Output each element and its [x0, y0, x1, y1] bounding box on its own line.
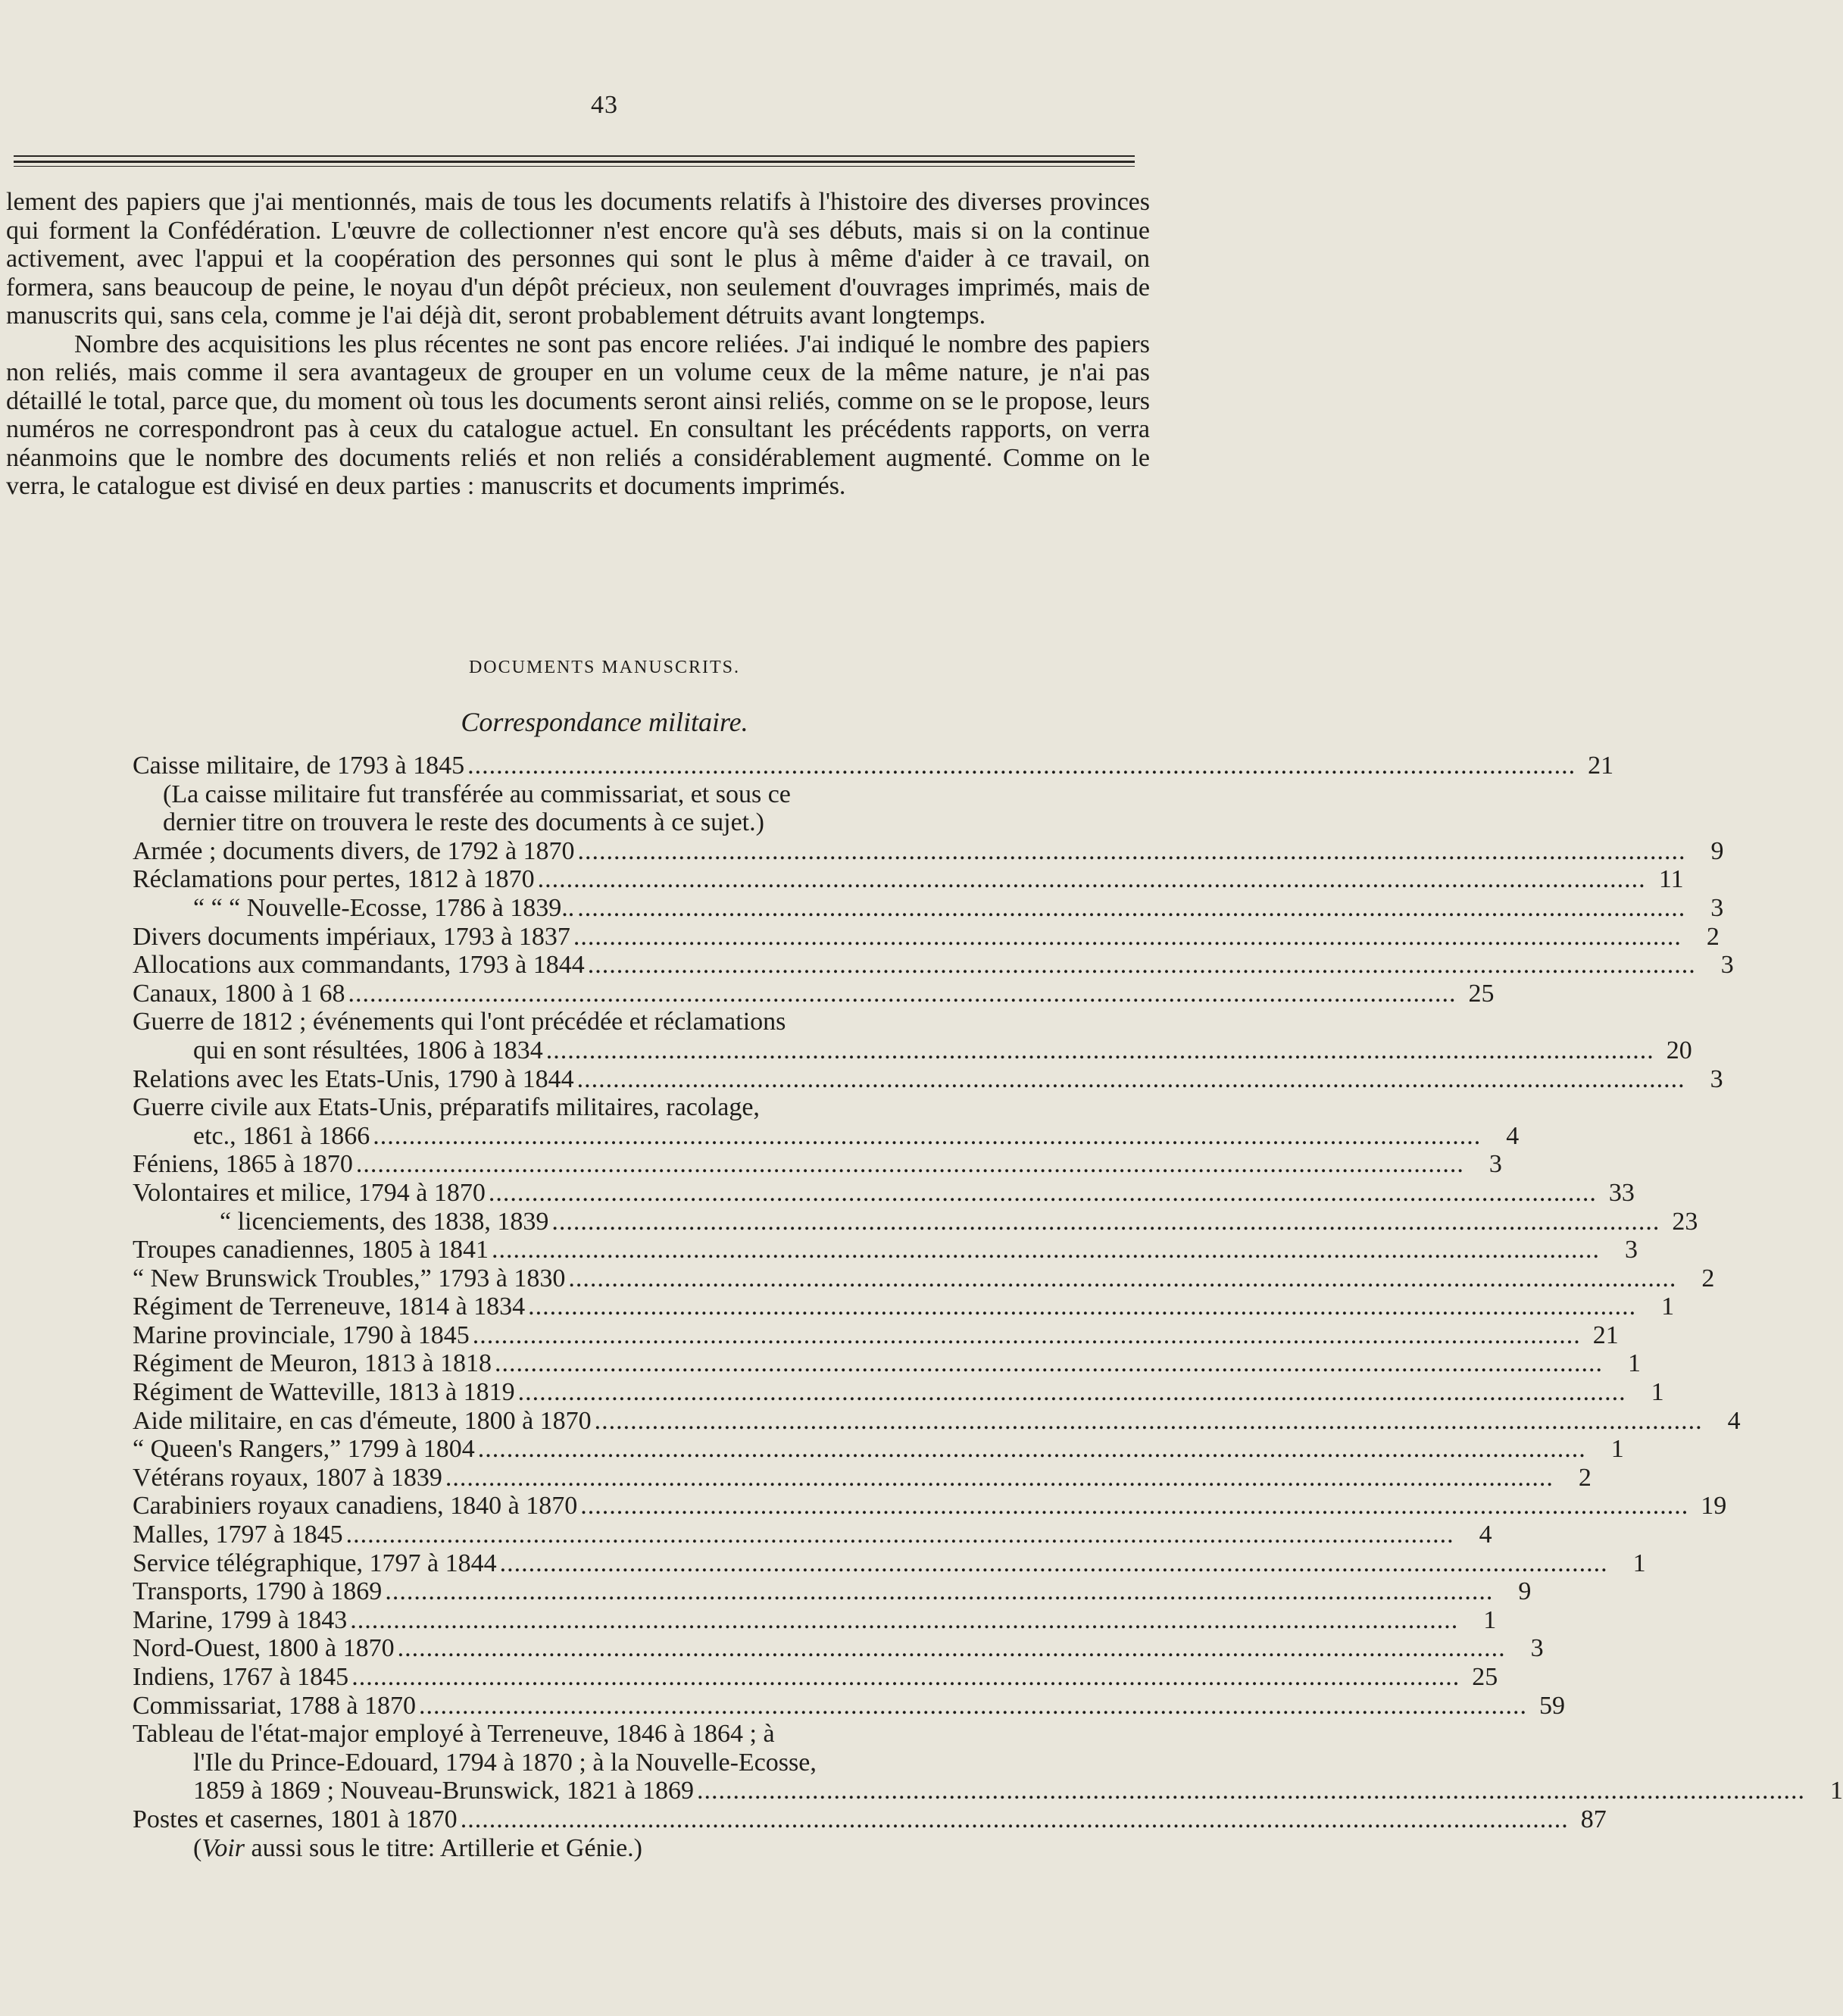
list-item: [133, 1605, 1497, 1635]
list-item: [133, 1634, 1544, 1663]
entry-count: 87: [1580, 1805, 1607, 1833]
list-item: [133, 1321, 1619, 1350]
dot-leader: ..........................................................................................................................................................: [491, 1236, 1600, 1264]
list-item: [133, 1093, 1030, 1122]
entry-label: Carabiniers royaux canadiens, 1840 à 1870: [133, 1492, 578, 1521]
list-item: [133, 1349, 1642, 1378]
list-item: [133, 1521, 1492, 1549]
entry-label: Nord-Ouest, 1800 à 1870: [133, 1634, 395, 1663]
entry-count: 59: [1538, 1691, 1565, 1720]
header-rule: [14, 161, 1135, 163]
list-item: [133, 1720, 1030, 1749]
list-item: [133, 1492, 1727, 1521]
list-item: [133, 1435, 1624, 1464]
entry-count: 9: [1518, 1577, 1532, 1606]
intro-text: [6, 188, 1150, 501]
dot-leader: ..........................................................................................................................................................: [576, 1064, 1685, 1093]
entry-label: Guerre civile aux Etats-Unis, préparatifs militaires, racolage,: [133, 1093, 760, 1122]
entry-count: 3: [1530, 1634, 1544, 1663]
entry-count: 2: [1706, 922, 1720, 951]
entry-count: 19: [1701, 1492, 1727, 1521]
catalogue-list: [133, 752, 1843, 1862]
entry-count: 4: [1479, 1521, 1492, 1549]
dot-leader: ..........................................................................................................................................................: [573, 922, 1682, 951]
list-item: [133, 979, 1495, 1008]
page-number: 43: [591, 91, 618, 119]
entry-count: 33: [1608, 1178, 1635, 1207]
entry-label: Caisse militaire, de 1793 à 1845: [133, 752, 465, 780]
dot-leader: ..........................................................................................................................................................: [517, 1378, 1626, 1407]
dot-leader: ..........................................................................................................................................................: [594, 1406, 1703, 1435]
list-item: [133, 1264, 1715, 1293]
list-item: [133, 1463, 1592, 1492]
list-item: [133, 1008, 1030, 1036]
entry-count: 1: [1830, 1777, 1843, 1805]
header-rule: [14, 155, 1135, 157]
dot-leader: ..........................................................................................................................................................: [580, 1492, 1689, 1521]
entry-label: Canaux, 1800 à 1 68: [133, 979, 345, 1008]
entry-label: Service télégraphique, 1797 à 1844: [133, 1549, 497, 1577]
entry-label: Troupes canadiennes, 1805 à 1841: [133, 1236, 489, 1264]
entry-label: Régiment de Watteville, 1813 à 1819: [133, 1378, 515, 1407]
entry-count: 1: [1483, 1605, 1497, 1634]
list-item: [133, 893, 1724, 923]
list-item: [133, 1577, 1532, 1606]
list-item: [133, 1777, 1843, 1805]
dot-leader: ..........................................................................................................................................................: [373, 1121, 1482, 1150]
dot-leader: ..........................................................................................................................................................: [385, 1577, 1494, 1606]
list-item: [133, 1121, 1520, 1151]
entry-label: Vétérans royaux, 1807 à 1839: [133, 1463, 442, 1492]
entry-label: Volontaires et milice, 1794 à 1870: [133, 1178, 486, 1207]
list-item: [133, 1064, 1723, 1094]
entry-label: “ “ “ Nouvelle-Ecosse, 1786 à 1839..: [193, 893, 575, 922]
dot-leader: ..........................................................................................................................................................: [545, 1036, 1654, 1064]
entry-count: 3: [1624, 1236, 1638, 1264]
entry-label: qui en sont résultées, 1806 à 1834: [193, 1036, 543, 1064]
entry-label: Commissariat, 1788 à 1870: [133, 1691, 416, 1720]
entry-label: Relations avec les Etats-Unis, 1790 à 1844: [133, 1064, 574, 1093]
note-voir: Voir: [201, 1833, 245, 1862]
dot-leader: ..........................................................................................................................................................: [345, 1521, 1454, 1549]
entry-count: 2: [1578, 1463, 1592, 1492]
entry-label: Postes et casernes, 1801 à 1870: [133, 1805, 458, 1833]
entry-count: 9: [1710, 836, 1724, 865]
entry-count: 20: [1666, 1036, 1692, 1064]
dot-leader: ..........................................................................................................................................................: [460, 1805, 1569, 1833]
entry-label: Tableau de l'état-major employé à Terreneuve, 1846 à 1864 ; à: [133, 1720, 775, 1749]
dot-leader: ..........................................................................................................................................................: [477, 1435, 1586, 1464]
dot-leader: ..........................................................................................................................................................: [495, 1349, 1604, 1378]
list-item: [133, 1549, 1646, 1578]
dot-leader: ..........................................................................................................................................................: [418, 1691, 1527, 1720]
list-item: [133, 1178, 1635, 1208]
list-item: [133, 951, 1734, 980]
dot-leader: ..........................................................................................................................................................: [445, 1463, 1554, 1492]
list-item: [133, 1207, 1698, 1236]
entry-label: 1859 à 1869 ; Nouveau-Brunswick, 1821 à 1869: [193, 1777, 695, 1805]
entry-count: 2: [1701, 1264, 1715, 1292]
entry-label: Régiment de Terreneuve, 1814 à 1834: [133, 1292, 526, 1321]
entry-count: 1: [1661, 1292, 1675, 1321]
entry-label: Guerre de 1812 ; événements qui l'ont précédée et réclamations: [133, 1008, 786, 1036]
entry-label: Régiment de Meuron, 1813 à 1818: [133, 1349, 492, 1378]
dot-leader: ..........................................................................................................................................................: [397, 1634, 1506, 1663]
list-item: [133, 1691, 1565, 1721]
header-rule: [14, 166, 1135, 167]
dot-leader: ..........................................................................................................................................................: [537, 865, 1646, 894]
list-item: [133, 1663, 1498, 1692]
entry-label: Transports, 1790 à 1869: [133, 1577, 383, 1606]
entry-count: 21: [1588, 752, 1614, 780]
dot-leader: ..........................................................................................................................................................: [551, 1207, 1660, 1236]
list-item: [133, 1749, 1030, 1777]
entry-label: Indiens, 1767 à 1845: [133, 1663, 349, 1691]
entry-count: 3: [1720, 951, 1734, 980]
dot-leader: ..........................................................................................................................................................: [577, 836, 1686, 865]
list-item: [133, 1036, 1692, 1065]
entry-label: “ New Brunswick Troubles,” 1793 à 1830: [133, 1264, 566, 1292]
entry-label: Marine, 1799 à 1843: [133, 1605, 348, 1634]
dot-leader: ..........................................................................................................................................................: [355, 1150, 1464, 1179]
note-text: aussi sous le titre: Artillerie et Génie.): [245, 1833, 642, 1862]
dot-leader: ..........................................................................................................................................................: [350, 1605, 1459, 1634]
entry-count: 21: [1592, 1321, 1619, 1349]
list-item: [133, 865, 1684, 894]
intro-paragraph-1: lement des papiers que j'ai mentionnés, mais de tous les documents relatifs à l'histoire des diverses provinces qui forment la Confédération. L'œuvre de collectionner n'est encore qu'à ses débuts, mais si on la continue activement, avec l'appui et la coopération des personnes qui sont le plus à même d'aider à ce travail, on formera, sans beaucoup de peine, le noyau d'un dépôt précieux, non seulement d'ouvrages imprimés, mais de manuscrits qui, sans cela, comme je l'ai déjà dit, seront probablement détruits avant longtemps.: [6, 188, 1150, 330]
entry-label: Marine provinciale, 1790 à 1845: [133, 1321, 470, 1349]
entry-count: 4: [1506, 1121, 1520, 1150]
entry-count: 23: [1672, 1207, 1698, 1236]
subsection-title: Correspondance militaire.: [461, 707, 748, 737]
entry-label: Allocations aux commandants, 1793 à 1844: [133, 951, 585, 980]
list-item: [133, 752, 1614, 780]
entry-count: 1: [1632, 1549, 1646, 1577]
cross-reference-note: [133, 1834, 1030, 1863]
entry-count: 4: [1727, 1406, 1741, 1435]
entry-label: etc., 1861 à 1866: [193, 1121, 370, 1150]
dot-leader: ..........................................................................................................................................................: [499, 1549, 1608, 1577]
dot-leader: ..........................................................................................................................................................: [467, 752, 1576, 780]
note-open-paren: (: [193, 1833, 202, 1862]
entry-label: Aide militaire, en cas d'émeute, 1800 à 1870: [133, 1406, 592, 1435]
entry-count: 25: [1472, 1663, 1498, 1691]
entry-label: “ licenciements, des 1838, 1839: [220, 1207, 549, 1236]
dot-leader: ..........................................................................................................................................................: [697, 1777, 1806, 1805]
list-item: [133, 1378, 1664, 1407]
entry-note: (La caisse militaire fut transférée au commissariat, et sous ce: [163, 780, 791, 808]
dot-leader: ..........................................................................................................................................................: [568, 1264, 1677, 1292]
entry-label: Malles, 1797 à 1845: [133, 1521, 343, 1549]
list-item: [133, 836, 1724, 866]
dot-leader: ..........................................................................................................................................................: [351, 1663, 1460, 1691]
dot-leader: ..........................................................................................................................................................: [587, 951, 1696, 980]
entry-count: 3: [1488, 1150, 1502, 1179]
dot-leader: ..........................................................................................................................................................: [488, 1178, 1597, 1207]
list-item: [133, 1805, 1607, 1834]
intro-paragraph-2: Nombre des acquisitions les plus récentes ne sont pas encore reliées. J'ai indiqué le nombre des papiers non reliés, mais comme il sera avantageux de grouper en un volume ceux de la même nature, je n'ai pas détaillé le total, parce que, du moment où tous les documents seront ainsi reliés, comme on se le propose, leurs numéros ne correspondront pas à ceux du catalogue actuel. En consultant les précédents rapports, on verra néanmoins que le nombre des documents reliés et non reliés a considérablement augmenté. Comme on le verra, le catalogue est divisé en deux parties : manuscrits et documents imprimés.: [6, 330, 1150, 500]
entry-count: 25: [1468, 979, 1495, 1008]
entry-count: 3: [1710, 893, 1724, 922]
entry-count: 1: [1610, 1435, 1624, 1464]
list-item: [133, 1406, 1741, 1436]
section-title: DOCUMENTS MANUSCRITS.: [468, 658, 741, 677]
entry-label: l'Ile du Prince-Edouard, 1794 à 1870 ; à la Nouvelle-Ecosse,: [193, 1748, 817, 1777]
list-item: [133, 1292, 1675, 1321]
dot-leader: ..........................................................................................................................................................: [528, 1292, 1637, 1321]
entry-label: Divers documents impériaux, 1793 à 1837: [133, 922, 570, 951]
dot-leader: ..........................................................................................................................................................: [348, 979, 1457, 1008]
entry-count: 11: [1658, 865, 1684, 894]
entry-count: 1: [1628, 1349, 1642, 1378]
list-item: [133, 1150, 1502, 1179]
entry-label: “ Queen's Rangers,” 1799 à 1804: [133, 1435, 475, 1464]
entry-label: Féniens, 1865 à 1870: [133, 1150, 353, 1179]
entry-count: 1: [1651, 1378, 1664, 1407]
dot-leader: ..........................................................................................................................................................: [577, 893, 1686, 922]
entry-count: 3: [1710, 1064, 1723, 1093]
list-item: [133, 1236, 1638, 1264]
dot-leader: ..........................................................................................................................................................: [472, 1321, 1581, 1349]
entry-label: Armée ; documents divers, de 1792 à 1870: [133, 836, 575, 865]
entry-label: Réclamations pour pertes, 1812 à 1870: [133, 865, 535, 894]
list-item: [133, 922, 1720, 952]
entry-note: dernier titre on trouvera le reste des documents à ce sujet.): [163, 808, 764, 837]
